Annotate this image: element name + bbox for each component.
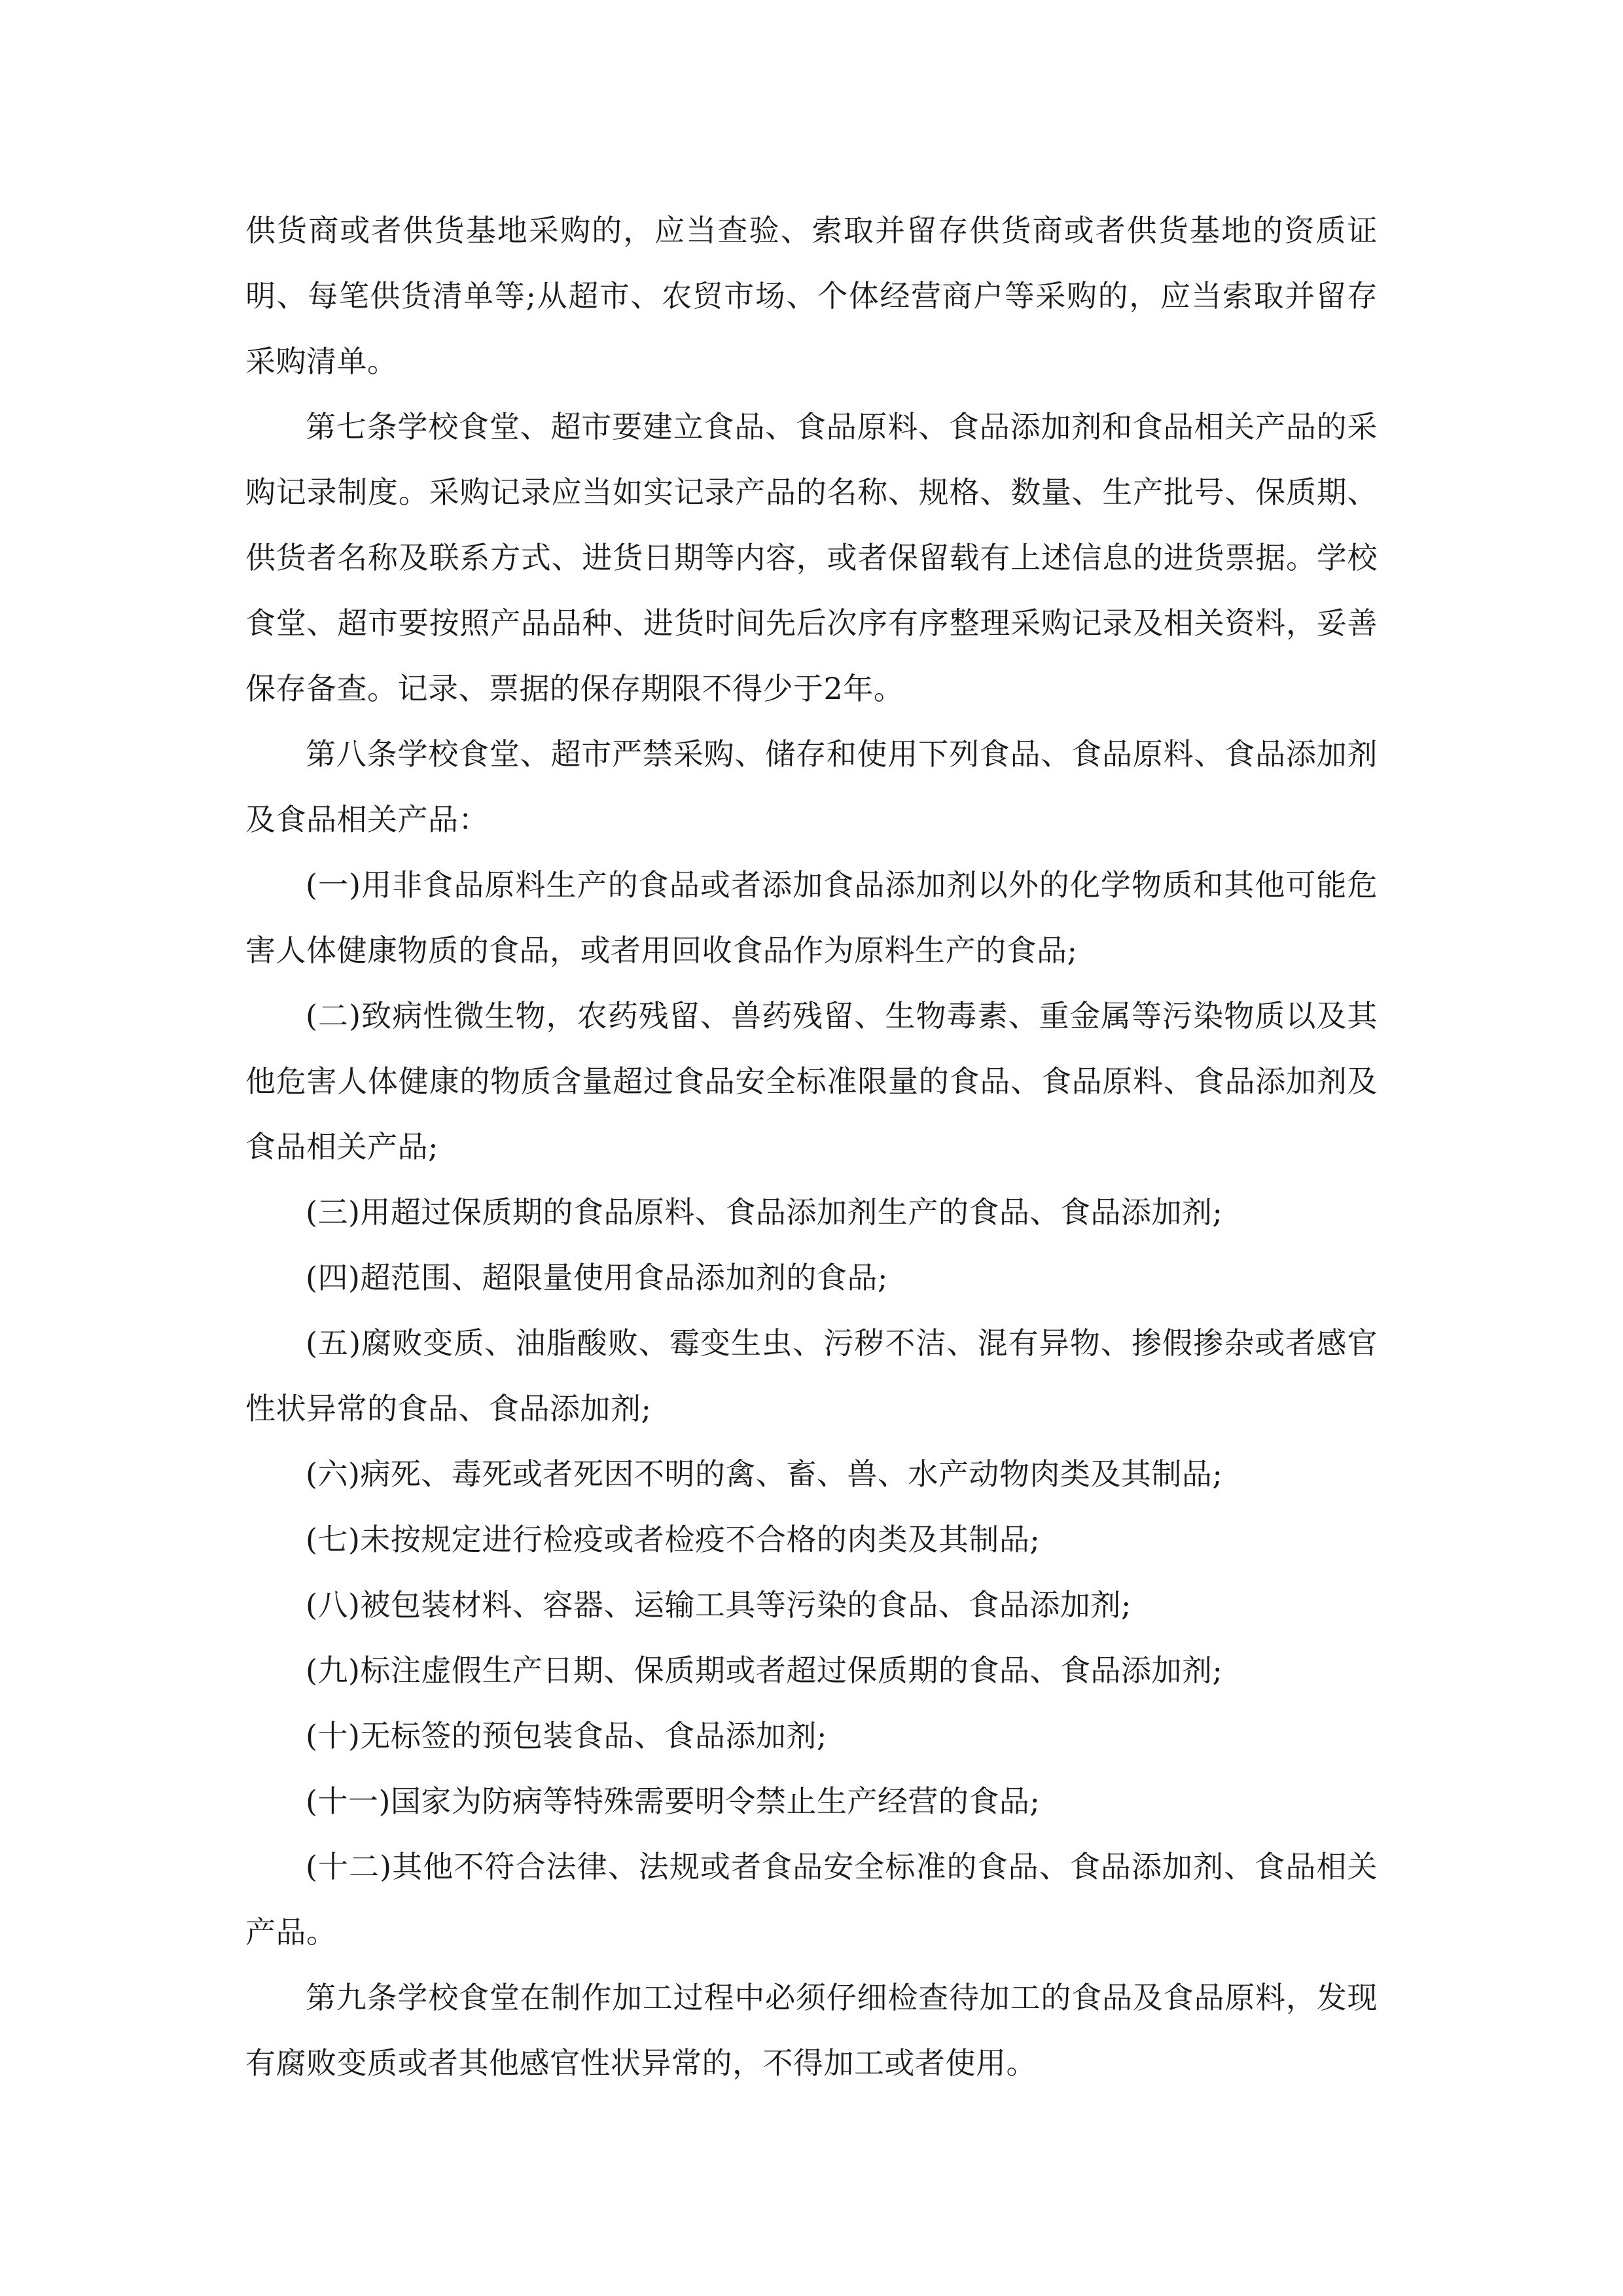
list-item-9: (九)标注虚假生产日期、保质期或者超过保质期的食品、食品添加剂; bbox=[306, 1653, 1223, 1688]
list-item-11: (十一)国家为防病等特殊需要明令禁止生产经营的食品; bbox=[306, 1784, 1041, 1819]
document-body bbox=[245, 198, 1378, 2096]
list-item-5: (五)腐败变质、油脂酸败、霉变生虫、污秽不洁、混有异物、掺假掺杂或者感官性状异常的食品、食品添加剂; bbox=[245, 1325, 1378, 1426]
paragraph-article-7: 第七条学校食堂、超市要建立食品、食品原料、食品添加剂和食品相关产品的采购记录制度。采购记录应当如实记录产品的名称、规格、数量、生产批号、保质期、供货者名称及联系方式、进货日期等内容，或者保留载有上述信息的进货票据。学校食堂、超市要按照产品品种、进货时间先后次序有序整理采购记录及相关资料，妥善保存备查。记录、票据的保存期限不得少于2年。 bbox=[245, 409, 1378, 706]
paragraph-supplier-procurement: 供货商或者供货基地采购的，应当查验、索取并留存供货商或者供货基地的资质证明、每笔供货清单等;从超市、农贸市场、个体经营商户等采购的，应当索取并留存采购清单。 bbox=[245, 213, 1378, 379]
paragraph-article-9: 第九条学校食堂在制作加工过程中必须仔细检查待加工的食品及食品原料，发现有腐败变质或者其他感官性状异常的，不得加工或者使用。 bbox=[245, 1980, 1378, 2081]
list-item-3: (三)用超过保质期的食品原料、食品添加剂生产的食品、食品添加剂; bbox=[306, 1194, 1223, 1230]
paragraph-article-8: 第八条学校食堂、超市严禁采购、储存和使用下列食品、食品原料、食品添加剂及食品相关产品： bbox=[245, 736, 1378, 837]
list-item-10: (十)无标签的预包装食品、食品添加剂; bbox=[306, 1718, 827, 1753]
list-item-12: (十二)其他不符合法律、法规或者食品安全标准的食品、食品添加剂、食品相关产品。 bbox=[245, 1849, 1378, 1950]
list-item-1: (一)用非食品原料生产的食品或者添加食品添加剂以外的化学物质和其他可能危害人体健康物质的食品，或者用回收食品作为原料生产的食品; bbox=[245, 867, 1378, 968]
list-item-6: (六)病死、毒死或者死因不明的禽、畜、兽、水产动物肉类及其制品; bbox=[306, 1456, 1223, 1492]
list-item-2: (二)致病性微生物，农药残留、兽药残留、生物毒素、重金属等污染物质以及其他危害人体健康的物质含量超过食品安全标准限量的食品、食品原料、食品添加剂及食品相关产品; bbox=[245, 998, 1378, 1164]
list-item-8: (八)被包装材料、容器、运输工具等污染的食品、食品添加剂; bbox=[306, 1587, 1132, 1623]
list-item-4: (四)超范围、超限量使用食品添加剂的食品; bbox=[306, 1260, 888, 1295]
list-item-7: (七)未按规定进行检疫或者检疫不合格的肉类及其制品; bbox=[306, 1522, 1041, 1557]
